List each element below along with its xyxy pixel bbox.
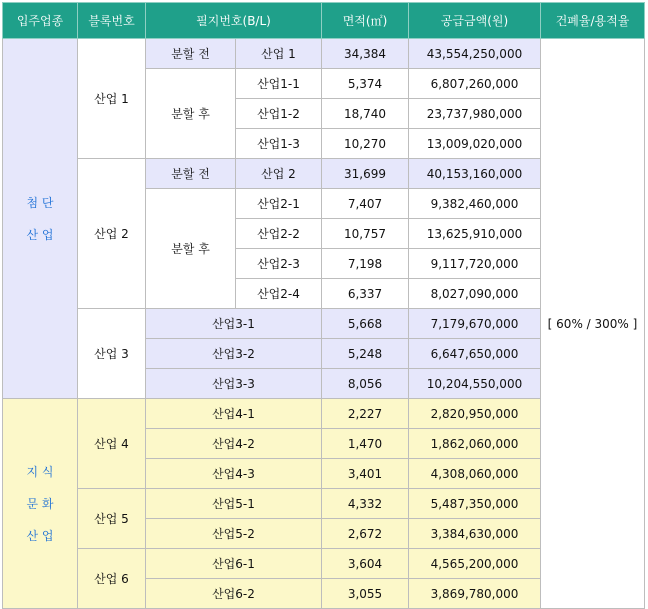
lot-cell: 산업1-1 [236,69,322,99]
lot-cell: 산업2-3 [236,249,322,279]
header-row [3,3,645,39]
lot-cell: 산업6-1 [146,549,322,579]
area-cell: 3,055 [322,579,409,609]
lot-cell: 산업5-1 [146,489,322,519]
price-cell: 2,820,950,000 [409,399,541,429]
price-cell: 4,565,200,000 [409,549,541,579]
split-after-label: 분할 후 [146,189,236,309]
price-cell: 3,869,780,000 [409,579,541,609]
table-row [3,39,645,69]
area-cell: 7,198 [322,249,409,279]
price-cell: 6,807,260,000 [409,69,541,99]
header-ratio: 건폐율/용적율 [541,3,645,39]
area-cell: 5,374 [322,69,409,99]
price-cell: 9,117,720,000 [409,249,541,279]
area-cell: 2,672 [322,519,409,549]
area-cell: 5,668 [322,309,409,339]
lot-cell: 산업 2 [236,159,322,189]
header-price: 공급금액(원) [409,3,541,39]
area-cell: 10,757 [322,219,409,249]
block-cell: 산업 6 [78,549,146,609]
industry-label: 산 업 [26,528,54,543]
lot-cell: 산업2-1 [236,189,322,219]
lot-cell: 산업4-1 [146,399,322,429]
price-cell: 10,204,550,000 [409,369,541,399]
price-cell: 8,027,090,000 [409,279,541,309]
area-cell: 10,270 [322,129,409,159]
price-cell: 23,737,980,000 [409,99,541,129]
split-before-label: 분할 전 [146,159,236,189]
price-cell: 9,382,460,000 [409,189,541,219]
price-cell: 7,179,670,000 [409,309,541,339]
block-cell: 산업 5 [78,489,146,549]
lot-cell: 산업3-3 [146,369,322,399]
industry-label: 문 화 [26,496,54,511]
block-cell: 산업 2 [78,159,146,309]
area-cell: 8,056 [322,369,409,399]
lot-cell: 산업5-2 [146,519,322,549]
area-cell: 34,384 [322,39,409,69]
header-block: 블록번호 [78,3,146,39]
block-cell: 산업 4 [78,399,146,489]
price-cell: 40,153,160,000 [409,159,541,189]
lot-cell: 산업 1 [236,39,322,69]
price-cell: 4,308,060,000 [409,459,541,489]
industry-label: 산 업 [26,227,54,242]
price-cell: 13,009,020,000 [409,129,541,159]
price-cell: 13,625,910,000 [409,219,541,249]
lot-cell: 산업4-2 [146,429,322,459]
header-lot: 필지번호(B/L) [146,3,322,39]
lot-cell: 산업3-1 [146,309,322,339]
lot-cell: 산업4-3 [146,459,322,489]
lot-cell: 산업3-2 [146,339,322,369]
area-cell: 4,332 [322,489,409,519]
area-cell: 2,227 [322,399,409,429]
industry-advanced [3,39,78,399]
price-cell: 5,487,350,000 [409,489,541,519]
header-area: 면적(㎡) [322,3,409,39]
area-cell: 31,699 [322,159,409,189]
supply-table [2,2,645,609]
lot-cell: 산업1-3 [236,129,322,159]
industry-label: 첨 단 [26,195,54,210]
area-cell: 18,740 [322,99,409,129]
split-before-label: 분할 전 [146,39,236,69]
price-cell: 3,384,630,000 [409,519,541,549]
lot-cell: 산업1-2 [236,99,322,129]
area-cell: 6,337 [322,279,409,309]
area-cell: 5,248 [322,339,409,369]
price-cell: 43,554,250,000 [409,39,541,69]
block-cell: 산업 3 [78,309,146,399]
price-cell: 1,862,060,000 [409,429,541,459]
price-cell: 6,647,650,000 [409,339,541,369]
ratio-cell: [ 60% / 300% ] [541,39,645,609]
supply-table-wrapper [2,2,645,609]
area-cell: 7,407 [322,189,409,219]
lot-cell: 산업2-2 [236,219,322,249]
lot-cell: 산업2-4 [236,279,322,309]
block-cell: 산업 1 [78,39,146,159]
area-cell: 3,604 [322,549,409,579]
industry-label: 지 식 [26,464,54,479]
area-cell: 1,470 [322,429,409,459]
lot-cell: 산업6-2 [146,579,322,609]
header-industry: 입주업종 [3,3,78,39]
area-cell: 3,401 [322,459,409,489]
split-after-label: 분할 후 [146,69,236,159]
industry-knowledge [3,399,78,609]
